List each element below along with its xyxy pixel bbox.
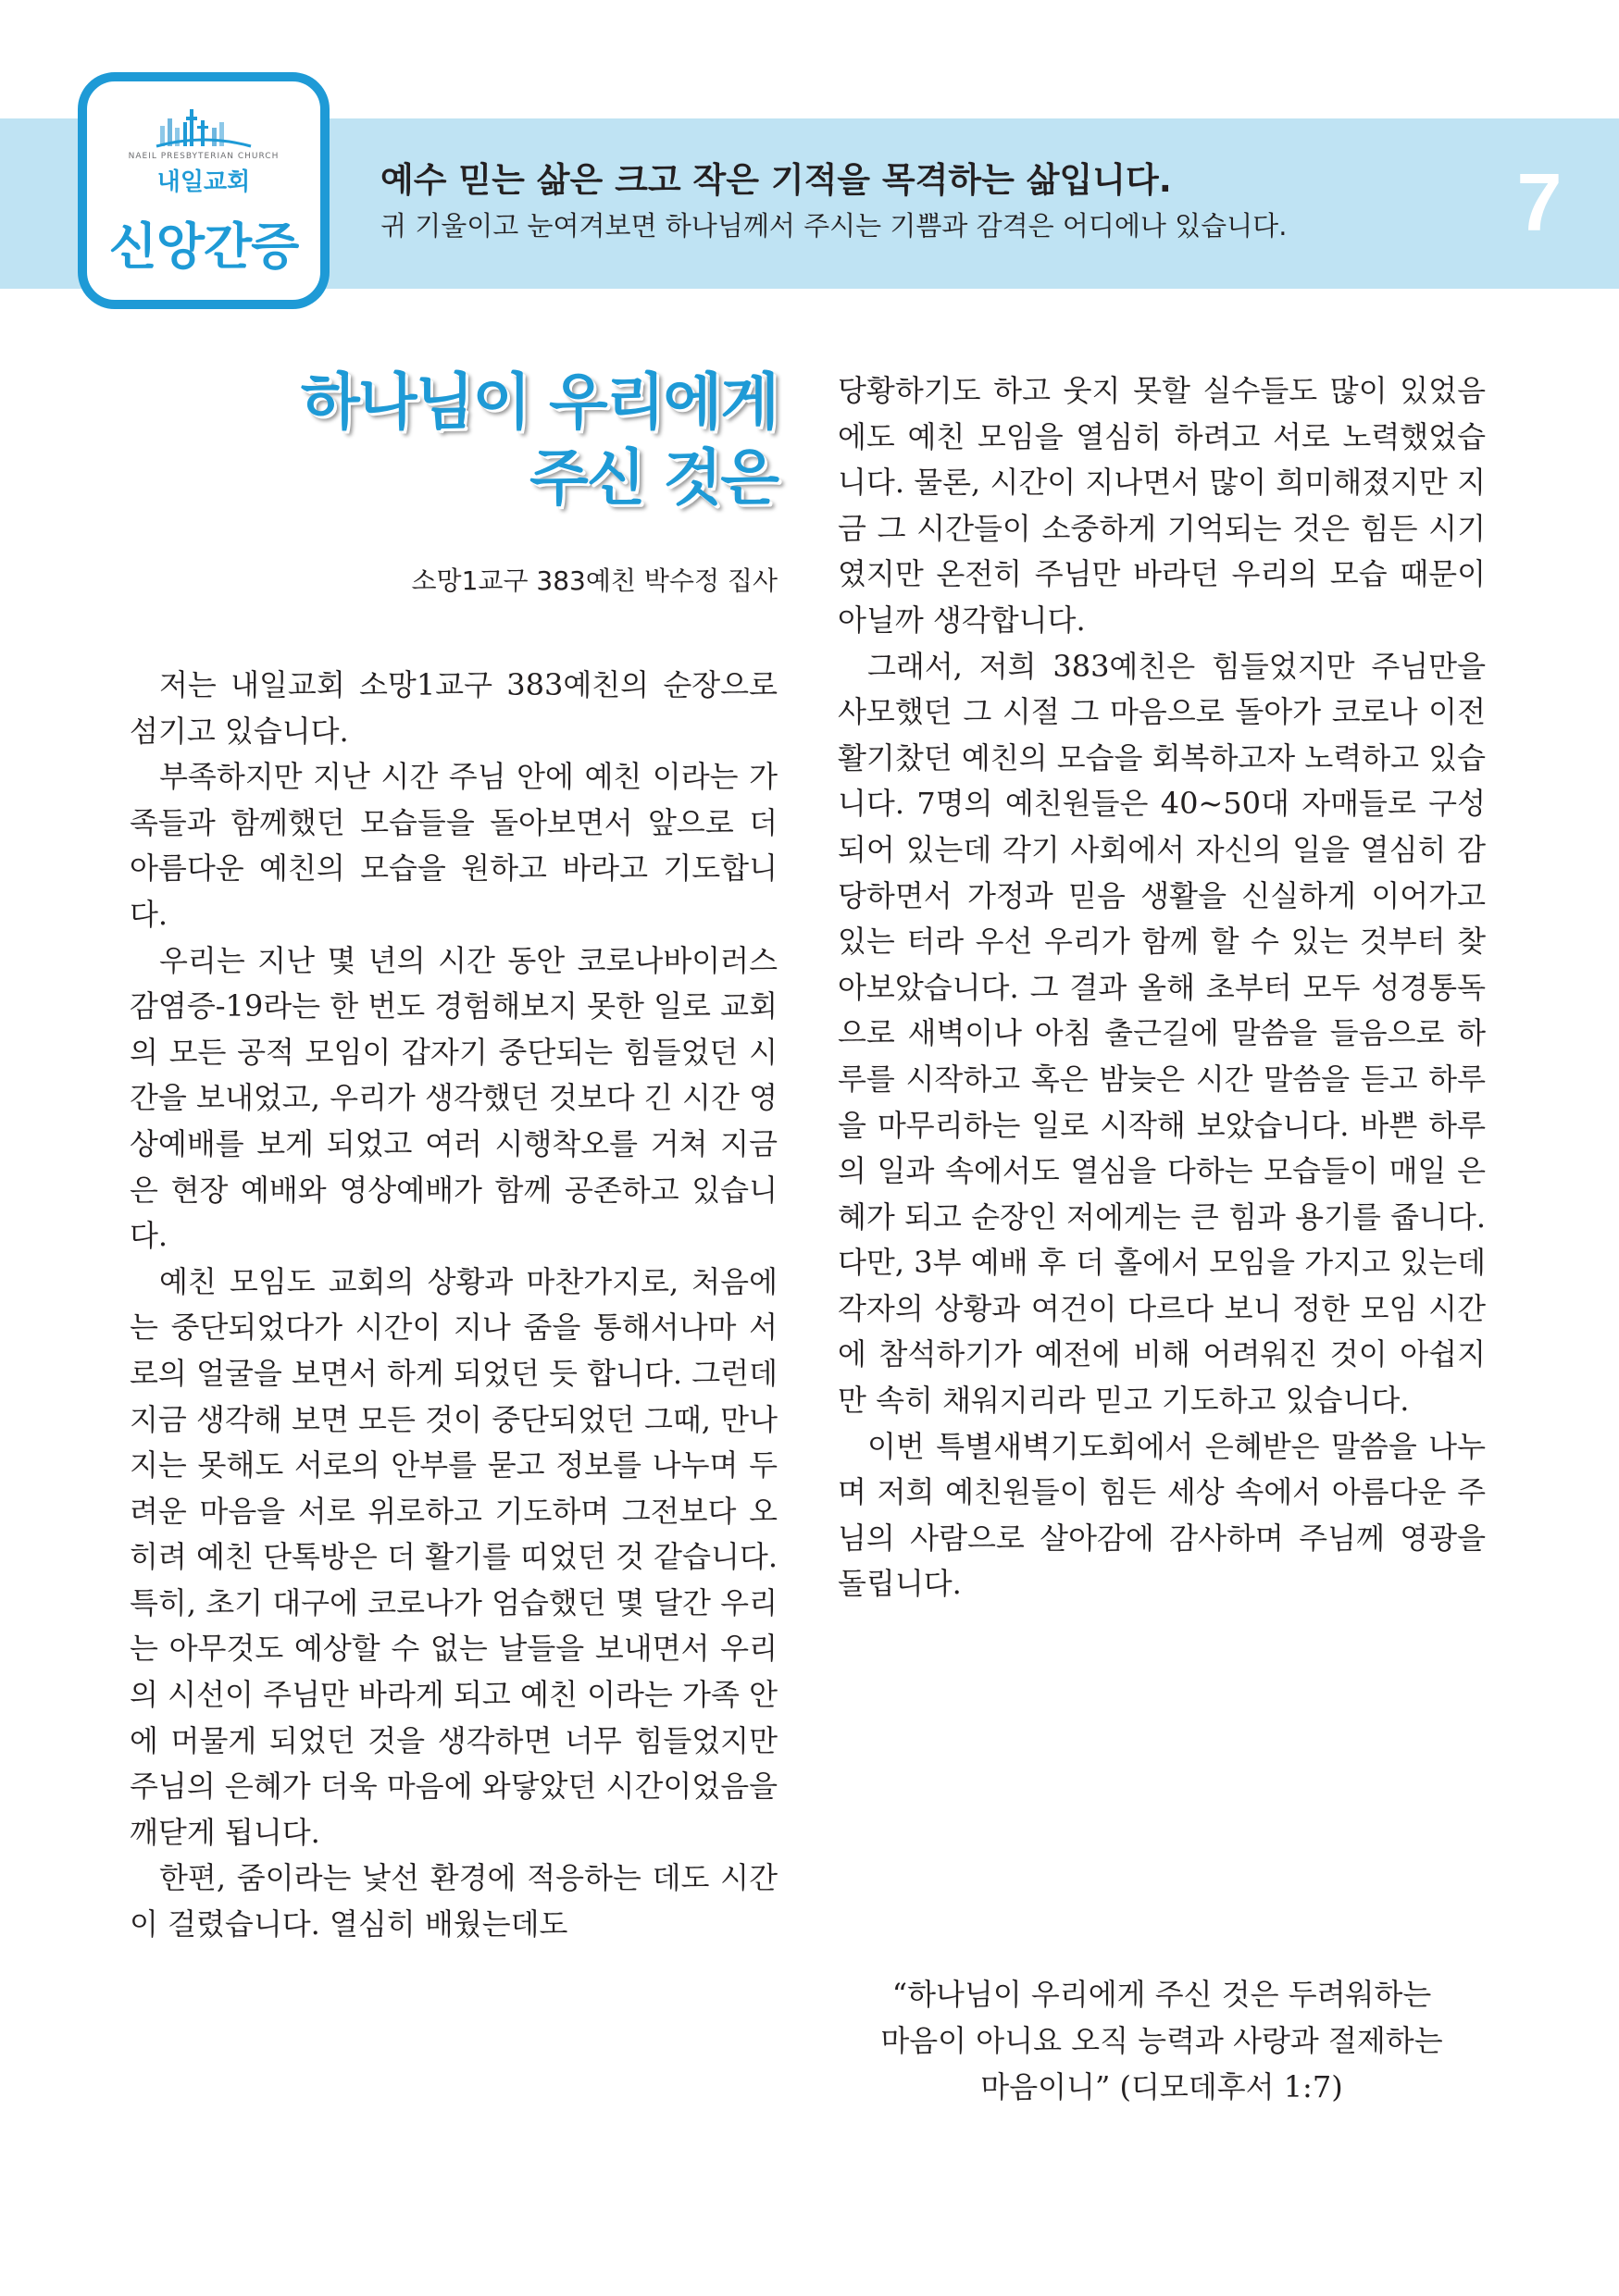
paragraph: 저는 내일교회 소망1교구 383예친의 순장으로 섬기고 있습니다.	[130, 667, 778, 749]
article-title	[278, 365, 778, 516]
paragraph: 이번 특별새벽기도회에서 은혜받은 말씀을 나누며 저희 예친원들이 힘든 세상 속에서 아름다운 주님의 사람으로 살아감에 감사하며 주님께 영광을 돌립니다.	[838, 1428, 1486, 1602]
page-number: 7	[1516, 156, 1563, 248]
logo-caption: NAEIL PRESBYTERIAN CHURCH	[128, 152, 280, 161]
quote-line: 마음이 아니요 오직 능력과 사랑과 절제하는	[880, 2023, 1443, 2058]
logo-name: 내일교회	[156, 168, 251, 196]
section-title: 신앙간증	[108, 217, 299, 276]
article-title-line: 주신 것은	[529, 442, 778, 514]
paragraph: 그래서, 저희 383예친은 힘들었지만 주님만을 사모했던 그 시절 그 마음으로 돌아가 코로나 이전 활기찼던 예친의 모습을 회복하고자 노력하고 있습니다. 7명의 예친원들은 40~50대 자매들로 구성되어 있는데 각기 사회에서 자신의 일을 열심히 감당하면서 가정과 믿음 생활을 신실하게 이어가고 있는 터라 우선 우리가 함께 할 수 있는 것부터 찾아보았습니다. 그 결과 올해 초부터 모두 성경통독으로 새벽이나 아침 출근길에 말씀을 들음으로 하루를 시작하고 혹은 밤늦은 시간 말씀을 듣고 하루을 마무리하는 일로 시작해 보았습니다. 바쁜 하루의 일과 속에서도 열심을 다하는 모습들이 매일 은혜가 되고 순장인 저에게는 큰 힘과 용기를 줍니다. 다만, 3부 예배 후 더 홀에서 모임을 가지고 있는데 각자의 상황과 여건이 다르다 보니 정한 모임 시간에 참석하기가 예전에 비해 어려워진 것이 아쉽지만 속히 채워지리라 믿고 기도하고 있습니다.	[838, 648, 1487, 1419]
section-badge	[78, 72, 330, 309]
article-title-line: 하나님이 우리에게	[300, 366, 778, 438]
church-logo-icon	[155, 105, 253, 152]
paragraph: 우리는 지난 몇 년의 시간 동안 코로나바이러스감염증-19라는 한 번도 경험해보지 못한 일로 교회의 모든 공적 모임이 갑자기 중단되는 힘들었던 시간을 보내었고, 우리가 생각했던 것보다 긴 시간 영상예배를 보게 되었고 여러 시행착오를 거쳐 지금은 현장 예배와 영상예배가 함께 공존하고 있습니다.	[130, 942, 778, 1254]
paragraph: 부족하지만 지난 시간 주님 안에 예친 이라는 가족들과 함께했던 모습들을 돌아보면서 앞으로 더 아름다운 예친의 모습을 원하고 바라고 기도합니다.	[130, 759, 778, 932]
paragraph-continuation: 당황하기도 하고 웃지 못할 실수들도 많이 있었음에도 예친 모임을 열심히 하려고 서로 노력했었습니다. 물론, 시간이 지나면서 많이 희미해졌지만 지금 그 시간들이 소중하게 기억되는 것은 힘든 시기였지만 온전히 주님만 바라던 우리의 모습 때문이 아닐까 생각합니다.	[838, 373, 1486, 638]
bible-quote	[838, 1971, 1486, 2110]
article-author: 소망1교구 383예친 박수정 집사	[411, 565, 778, 596]
left-column	[130, 663, 778, 1948]
header-subtitle: 귀 기울이고 눈여겨보면 하나님께서 주시는 기쁨과 감격은 어디에나 있습니다.	[380, 210, 1288, 242]
quote-line: 마음이니” (디모데후서 1:7)	[980, 2069, 1343, 2104]
quote-line: “하나님이 우리에게 주신 것은 두려워하는	[891, 1977, 1432, 2012]
right-column	[838, 368, 1486, 1607]
paragraph: 예친 모임도 교회의 상황과 마찬가지로, 처음에는 중단되었다가 시간이 지나 줌을 통해서나마 서로의 얼굴을 보면서 하게 되었던 듯 합니다. 그런데 지금 생각해 보면 모든 것이 중단되었던 그때, 만나지는 못해도 서로의 안부를 묻고 정보를 나누며 두려운 마음을 서로 위로하고 기도하며 그전보다 오히려 예친 단톡방은 더 활기를 띠었던 것 같습니다. 특히, 초기 대구에 코로나가 엄습했던 몇 달간 우리는 아무것도 예상할 수 없는 날들을 보내면서 우리의 시선이 주님만 바라게 되고 예친 이라는 가족 안에 머물게 되었던 것을 생각하면 너무 힘들었지만 주님의 은혜가 더욱 마음에 와닿았던 시간이었음을 깨닫게 됩니다.	[130, 1263, 778, 1850]
header-title: 예수 믿는 삶은 크고 작은 기적을 목격하는 삶입니다.	[380, 160, 1172, 200]
paragraph: 한편, 줌이라는 낯선 환경에 적응하는 데도 시간이 걸렸습니다. 열심히 배웠는데도	[130, 1860, 778, 1942]
